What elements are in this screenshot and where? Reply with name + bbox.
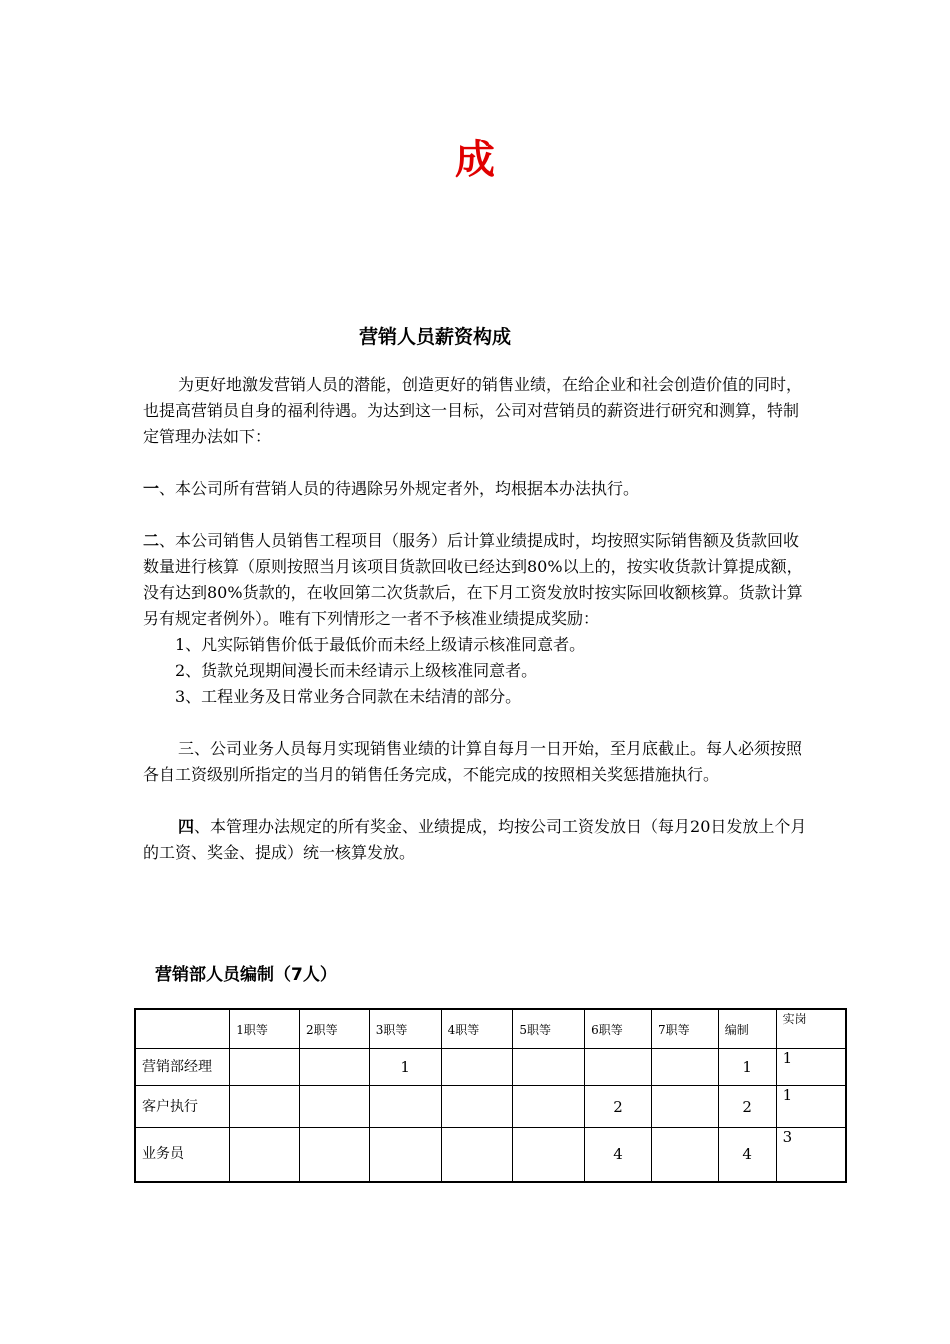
table-header-cell: 6职等 <box>585 1009 652 1049</box>
intro-paragraph: 为更好地激发营销人员的潜能，创造更好的销售业绩，在给企业和社会创造价值的同时，也提高营销员自身的福利待遇。为达到这一目标，公司对营销员的薪资进行研究和测算，特制定管理办法如下： <box>143 375 803 446</box>
table-cell: 1 <box>718 1049 776 1086</box>
section-2-lead: 二 <box>143 531 160 550</box>
table-cell <box>441 1086 513 1128</box>
table-cell <box>369 1128 441 1182</box>
table-cell: 2 <box>718 1086 776 1128</box>
table-cell <box>651 1128 718 1182</box>
table-cell <box>230 1086 300 1128</box>
section-2-item: 1、凡实际销售价低于最低价而未经上级请示核准同意者。 <box>175 635 586 654</box>
staffing-table <box>134 1008 847 1183</box>
table-row <box>135 1049 846 1086</box>
row-label: 业务员 <box>135 1128 230 1182</box>
table-cell <box>513 1086 585 1128</box>
table-cell: 1 <box>369 1049 441 1086</box>
table-cell <box>441 1049 513 1086</box>
table-cell <box>300 1128 370 1182</box>
document-body <box>143 372 808 866</box>
section-2-item: 3、工程业务及日常业务合同款在未结清的部分。 <box>175 687 522 706</box>
header-red-character: 成 <box>455 137 495 183</box>
section-2-text: 、本公司销售人员销售工程项目（服务）后计算业绩提成时，均按照实际销售额及货款回收数量进行核算（原则按照当月该项目货款回收已经达到80%以上的，按实收货款计算提成额，没有达到80%货款的，在收回第二次货款后，在下月工资发放时按实际回收额核算。货款计算另有规定者例外）。唯有下列情形之一者不予核准业绩提成奖励： <box>143 531 803 628</box>
table-row <box>135 1128 846 1182</box>
table-cell <box>230 1128 300 1182</box>
table-header-cell: 实岗 <box>776 1009 846 1049</box>
section-4-lead: 四 <box>178 817 195 836</box>
table-cell: 2 <box>585 1086 652 1128</box>
table-cell: 4 <box>718 1128 776 1182</box>
table-cell <box>441 1128 513 1182</box>
table-header-cell: 7职等 <box>651 1009 718 1049</box>
table-cell: 3 <box>776 1128 846 1182</box>
table-header-cell <box>135 1009 230 1049</box>
section-4-text: 、本管理办法规定的所有奖金、业绩提成，均按公司工资发放日（每月20日发放上个月的工资、奖金、提成）统一核算发放。 <box>143 817 807 862</box>
table-header-cell: 编制 <box>718 1009 776 1049</box>
section-4 <box>143 814 808 866</box>
section-2-item: 2、货款兑现期间漫长而未经请示上级核准同意者。 <box>175 661 538 680</box>
table-header-cell: 2职等 <box>300 1009 370 1049</box>
staffing-title: 营销部人员编制（7人） <box>155 965 337 985</box>
table-header-cell: 1职等 <box>230 1009 300 1049</box>
document-title: 营销人员薪资构成 <box>358 326 511 348</box>
table-header-cell: 3职等 <box>369 1009 441 1049</box>
section-1 <box>143 476 808 502</box>
table-header-cell: 4职等 <box>441 1009 513 1049</box>
section-2 <box>143 528 808 632</box>
table-cell: 4 <box>585 1128 652 1182</box>
section-1-lead: 一 <box>143 479 160 498</box>
table-cell <box>300 1086 370 1128</box>
row-label: 营销部经理 <box>135 1049 230 1086</box>
table-cell <box>369 1086 441 1128</box>
table-header-row <box>135 1009 846 1049</box>
table-cell <box>513 1049 585 1086</box>
table-cell: 1 <box>776 1086 846 1128</box>
table-row <box>135 1086 846 1128</box>
table-cell: 1 <box>776 1049 846 1086</box>
section-3: 三、公司业务人员每月实现销售业绩的计算自每月一日开始，至月底截止。每人必须按照各自工资级别所指定的当月的销售任务完成，不能完成的按照相关奖惩措施执行。 <box>143 739 803 784</box>
table-cell <box>230 1049 300 1086</box>
table-cell <box>651 1086 718 1128</box>
table-cell <box>585 1049 652 1086</box>
table-header-cell: 5职等 <box>513 1009 585 1049</box>
section-1-text: 、本公司所有营销人员的待遇除另外规定者外，均根据本办法执行。 <box>159 479 640 498</box>
row-label: 客户执行 <box>135 1086 230 1128</box>
table-cell <box>300 1049 370 1086</box>
table-cell <box>651 1049 718 1086</box>
table-cell <box>513 1128 585 1182</box>
